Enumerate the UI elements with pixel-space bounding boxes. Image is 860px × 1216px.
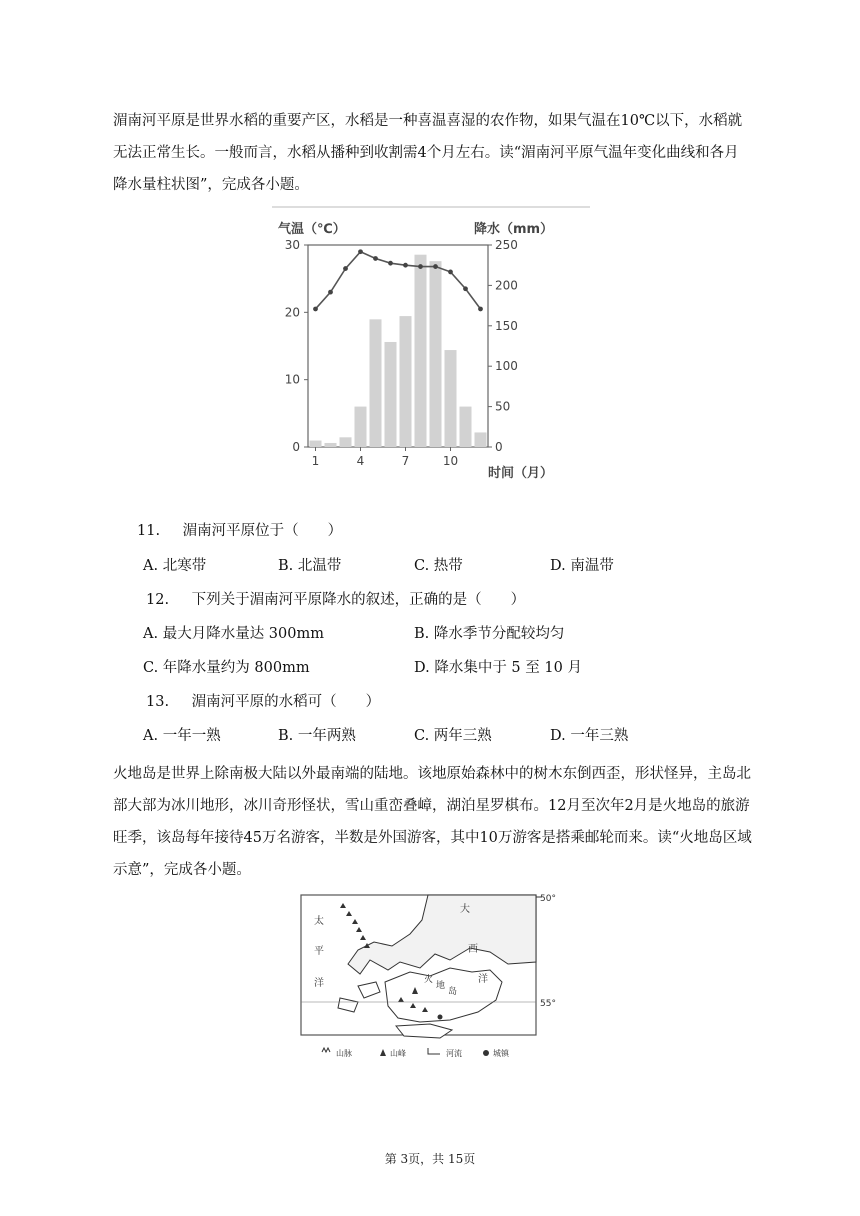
latitude-50: 50° [540,894,556,904]
legend-town: 城镇 [493,1049,509,1058]
legend-mountains: 山脉 [336,1049,352,1058]
option-c: C. 热带 [414,558,463,574]
right-tick-label-200: 200 [495,278,518,293]
question-number: 11. [137,523,161,539]
precip-bar-3 [340,437,352,447]
precip-bar-9 [430,261,442,447]
option-b: B. 降水季节分配较均匀 [414,626,565,642]
temperature-point-3 [343,266,348,271]
precip-bar-10 [445,350,457,447]
temperature-point-11 [463,286,468,291]
temperature-point-5 [373,256,378,261]
climate-chart [272,205,590,495]
question-13 [146,691,380,713]
right-tick-label-250: 250 [495,238,518,252]
precip-bar-6 [385,342,397,447]
temperature-line [316,252,481,309]
left-tick-label-30: 30 [284,238,300,252]
temperature-point-4 [358,249,363,254]
question-number: 13. [146,694,170,710]
question-12 [146,589,525,611]
latitude-55: 55° [540,999,556,1009]
option-a: A. 一年一熟 [143,728,221,744]
left-tick-label-10: 10 [284,372,300,387]
precip-bar-2 [325,443,337,447]
precip-bar-11 [460,407,472,447]
precip-bar-7 [400,316,412,447]
left-tick-label-20: 20 [284,305,300,320]
option-c: C. 两年三熟 [414,728,492,744]
temperature-point-8 [418,264,423,269]
atlantic-label-2: 西 [468,944,478,955]
option-d: D. 南温带 [550,558,614,574]
precip-bar-12 [475,432,487,447]
atlantic-label-3: 洋 [478,974,488,985]
right-axis-label: 降水（mm） [474,222,554,237]
option-a: A. 最大月降水量达 300mm [143,626,324,642]
precip-bar-8 [415,255,427,447]
island-label-3: 岛 [448,987,458,997]
right-tick-label-150: 150 [495,318,518,333]
legend-peak: 山峰 [390,1049,406,1058]
question-text: 下列关于湄南河平原降水的叙述，正确的是（ ） [191,592,526,608]
island-label-2: 地 [436,981,446,991]
question-11 [137,520,342,542]
pacific-label-2: 平 [314,946,324,957]
question-text: 湄南河平原的水稻可（ ） [191,694,381,710]
option-a: A. 北寒带 [143,558,207,574]
temperature-point-7 [403,263,408,268]
x-tick-label-7: 7 [401,454,410,468]
option-d: D. 降水集中于 5 至 10 月 [414,660,582,676]
option-c: C. 年降水量约为 800mm [143,660,310,676]
temperature-point-9 [433,264,438,269]
temperature-point-1 [313,307,318,312]
temperature-point-10 [448,270,453,275]
temperature-point-2 [328,290,333,295]
x-tick-label-4: 4 [356,454,365,468]
right-tick-label-100: 100 [495,359,518,374]
right-tick-label-0: 0 [495,440,503,454]
x-tick-label-1: 1 [311,454,320,468]
page-footer: 第 3页，共 15页 [384,1152,476,1166]
island-label-1: 火 [424,975,434,985]
question-number: 12. [146,592,170,608]
intro-paragraph-1: 湄南河平原是世界水稻的重要产区，水稻是一种喜温喜湿的农作物，如果气温在10℃以下，水稻就无法正常生长。一般而言，水稻从播种到收割需4个月左右。读“湄南河平原气温年变化曲线和各月降水量柱状图”，完成各小题。 [113,113,743,193]
left-tick-label-0: 0 [292,440,300,454]
legend-river: 河流 [446,1049,462,1058]
option-d: D. 一年三熟 [550,728,629,744]
precip-bar-4 [355,407,367,447]
intro-paragraph-2: 火地岛是世界上除南极大陆以外最南端的陆地。该地原始森林中的树木东倒西歪，形状怪异，主岛北部大部为冰川地形，冰川奇形怪状，雪山重峦叠嶂，湖泊星罗棋布。12月至次年2月是火地岛的旅游旺季，该岛每年接待45万名游客，半数是外国游客，其中10万游客是搭乘邮轮而来。读“火地岛区域示意”，完成各小题。 [113,766,752,878]
temperature-point-6 [388,261,393,266]
atlantic-label-1: 大 [460,904,470,915]
map-legend [322,1048,510,1058]
question-text: 湄南河平原位于（ ） [182,523,343,539]
temperature-point-12 [478,307,483,312]
x-tick-label-10: 10 [442,454,459,468]
right-tick-label-50: 50 [495,399,511,414]
left-axis-label: 气温（℃） [278,222,346,237]
option-b: B. 一年两熟 [278,728,356,744]
x-axis-label: 时间（月） [488,466,554,481]
pacific-label-1: 太 [314,916,324,927]
precip-bar-1 [310,441,322,447]
pacific-label-3: 洋 [314,978,324,989]
tierra-del-fuego-map [300,890,570,1065]
precip-bar-5 [370,319,382,447]
option-b: B. 北温带 [278,558,342,574]
